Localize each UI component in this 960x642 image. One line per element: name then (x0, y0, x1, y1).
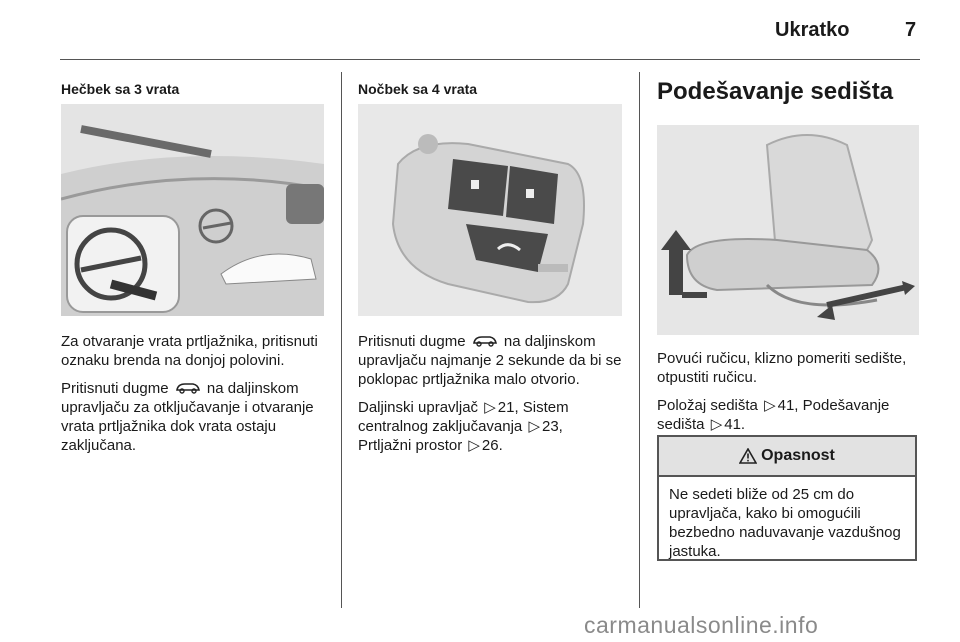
reference-link[interactable]: 23, (542, 418, 563, 435)
page-reference-icon: ▷ (710, 416, 723, 433)
column-divider (639, 72, 640, 608)
section-title: Ukratko (775, 19, 850, 41)
notchback-heading: Nočbek sa 4 vrata (358, 81, 478, 97)
warning-triangle-icon (739, 448, 757, 464)
column-hatchback-text (61, 332, 329, 464)
page-header (0, 0, 960, 60)
warning-header (659, 437, 915, 477)
warning-title: Opasnost (761, 447, 835, 464)
car-trunk-icon (175, 381, 201, 395)
column-divider (341, 72, 342, 608)
column-seat-text (657, 349, 922, 443)
page-reference-icon: ▷ (468, 437, 480, 454)
hatchback-paragraph-2: Pritisnuti dugme na daljinskom upravljaču za otključavanje i otvaranje vrata prtljažnika dok vrata ostaju zaključana. (61, 380, 314, 454)
notchback-paragraph-2: Daljinski upravljač ▷ 21, Sistem centralnog zaključavanja ▷ 23, Prtljažni prostor ▷ 26. (358, 399, 569, 454)
seat-paragraph-2: Položaj sedišta ▷ 41, Podešavanje sedišta ▷ 41. (657, 397, 890, 433)
reference-link[interactable]: 41, Podešavanje (777, 397, 890, 414)
seat-paragraph-1: Povući ručicu, klizno pomeriti sedište, otpustiti ručicu. (657, 350, 907, 386)
page-reference-icon: ▷ (764, 397, 776, 414)
page-number: 7 (905, 19, 917, 41)
column-hatchback (61, 80, 329, 99)
header-divider (60, 59, 920, 60)
warning-text: Ne sedeti bliže od 25 cm do upravljača, kako bi omogućili bezbedno naduvavanje vazdušnog jastuka. (669, 486, 901, 560)
column-seat (657, 78, 922, 106)
reference-link[interactable]: 26. (481, 437, 503, 454)
remote-key-illustration (358, 104, 622, 316)
warning-box (657, 435, 917, 561)
hatchback-paragraph-1: Za otvaranje vrata prtljažnika, pritisnuti oznaku brenda na donjoj polovini. (61, 333, 318, 369)
seat-heading: Podešavanje sedišta (657, 78, 894, 105)
reference-link[interactable]: 21, Sistem (497, 399, 569, 416)
column-notchback-text (358, 332, 630, 464)
page-reference-icon: ▷ (528, 418, 540, 435)
car-trunk-icon (472, 334, 498, 348)
watermark: carmanualsonline.info (584, 612, 819, 638)
seat-adjust-illustration (657, 125, 919, 335)
hatchback-heading: Hečbek sa 3 vrata (61, 81, 180, 97)
tailgate-illustration (61, 104, 324, 316)
notchback-paragraph-1: Pritisnuti dugme na daljinskom upravljaču najmanje 2 sekunde da bi se poklopac prtljažnika malo otvorio. (358, 333, 622, 388)
reference-link[interactable]: 41. (724, 416, 746, 433)
page-reference-icon: ▷ (484, 399, 496, 416)
column-notchback (358, 80, 628, 99)
